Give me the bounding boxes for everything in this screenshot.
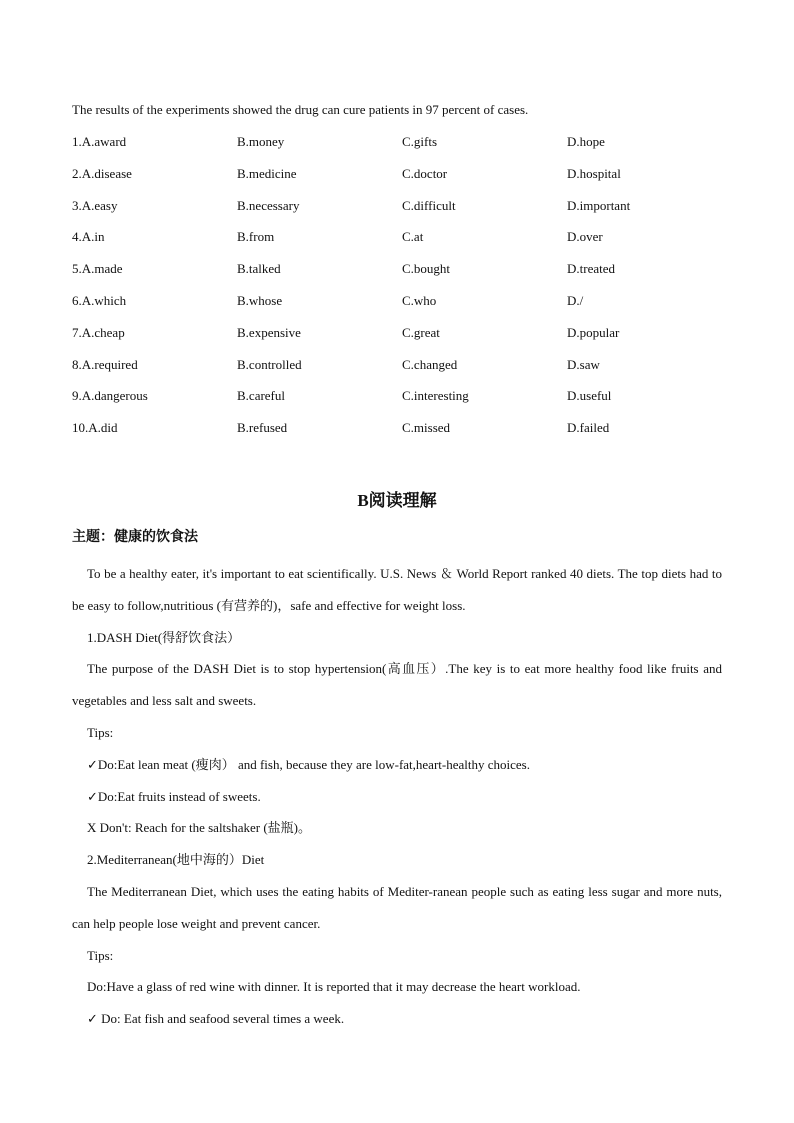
- option-b: B.necessary: [237, 197, 300, 213]
- tip-item: ✓Do:Eat fruits instead of sweets.: [87, 788, 261, 804]
- option-row: [72, 166, 732, 198]
- option-row: [72, 420, 732, 452]
- option-d: D.failed: [567, 420, 610, 436]
- options-table: [72, 134, 732, 452]
- option-b: B.from: [237, 229, 275, 245]
- option-row: [72, 134, 732, 166]
- option-c: C.gifts: [402, 134, 438, 149]
- option-c: C.great: [402, 324, 440, 340]
- option-a: 7.A.cheap: [72, 324, 125, 340]
- tips-label: Tips:: [87, 947, 114, 963]
- option-row: [72, 357, 732, 389]
- tips-label: Tips:: [87, 724, 114, 740]
- option-b: B.refused: [237, 420, 288, 436]
- option-row: [72, 261, 732, 293]
- option-c: C.interesting: [402, 388, 469, 404]
- section-title: B阅读理解: [357, 491, 437, 510]
- option-b: B.medicine: [237, 165, 297, 181]
- option-d: D.hospital: [567, 165, 621, 181]
- option-a: 5.A.made: [72, 261, 123, 277]
- option-d: D.saw: [567, 356, 600, 372]
- option-d: D.important: [567, 197, 631, 213]
- option-b: B.careful: [237, 388, 286, 404]
- reading-passage: [72, 558, 722, 1035]
- option-d: D.treated: [567, 261, 616, 277]
- option-b: B.money: [237, 134, 285, 149]
- option-c: C.at: [402, 229, 424, 245]
- option-row: [72, 198, 732, 230]
- option-c: C.who: [402, 292, 437, 308]
- topic-heading: 主题：健康的饮食法: [72, 530, 198, 545]
- option-b: B.talked: [237, 261, 281, 277]
- option-c: C.difficult: [402, 197, 456, 213]
- option-a: 1.A.award: [72, 134, 127, 149]
- intro-sentence: The results of the experiments showed the drug can cure patients in 97 percent of cases.: [72, 102, 529, 117]
- option-a: 4.A.in: [72, 229, 105, 245]
- option-row: [72, 229, 732, 261]
- paragraph-mediterranean: The Mediterranean Diet, which uses the eating habits of Mediter-ranean people such as eating less sugar and more nuts, can help people lose weight and prevent cancer.: [72, 883, 722, 931]
- option-b: B.expensive: [237, 324, 301, 340]
- option-d: D.useful: [567, 388, 612, 404]
- tip-item: Do:Have a glass of red wine with dinner. It is reported that it may decrease the heart workload.: [87, 979, 581, 995]
- tip-item: X Don't: Reach for the saltshaker (盐瓶)。: [87, 820, 312, 836]
- option-row: [72, 388, 732, 420]
- option-d: D.over: [567, 229, 603, 245]
- paragraph-dash: The purpose of the DASH Diet is to stop hypertension(高血压）.The key is to eat more healthy food like fruits and vegetables and less salt and sweets.: [72, 661, 722, 709]
- option-c: C.bought: [402, 261, 451, 277]
- option-d: D.hope: [567, 134, 605, 149]
- option-c: C.doctor: [402, 165, 448, 181]
- option-row: [72, 325, 732, 357]
- option-a: 2.A.disease: [72, 165, 132, 181]
- option-d: D./: [567, 292, 584, 308]
- option-a: 3.A.easy: [72, 197, 118, 213]
- option-d: D.popular: [567, 324, 620, 340]
- heading-mediterranean-diet: 2.Mediterranean(地中海的）Diet: [87, 852, 265, 868]
- option-b: B.controlled: [237, 356, 302, 372]
- option-c: C.changed: [402, 356, 458, 372]
- option-c: C.missed: [402, 420, 451, 436]
- tip-item: ✓ Do: Eat fish and seafood several times a week.: [87, 1011, 345, 1027]
- paragraph-intro: To be a healthy eater, it's important to eat scientifically. U.S. News ＆ World Report ranked 40 diets. The top diets had to be easy to follow,nutritious (有营养的)，safe and effective for weight loss.: [72, 566, 722, 613]
- tip-item: ✓Do:Eat lean meat (瘦肉） and fish, because they are low-fat,heart-healthy choices.: [87, 756, 530, 772]
- option-a: 8.A.required: [72, 356, 138, 372]
- option-b: B.whose: [237, 292, 283, 308]
- option-row: [72, 293, 732, 325]
- option-a: 6.A.which: [72, 292, 127, 308]
- option-a: 9.A.dangerous: [72, 388, 148, 404]
- option-a: 10.A.did: [72, 420, 118, 436]
- heading-dash-diet: 1.DASH Diet(得舒饮食法）: [87, 629, 241, 645]
